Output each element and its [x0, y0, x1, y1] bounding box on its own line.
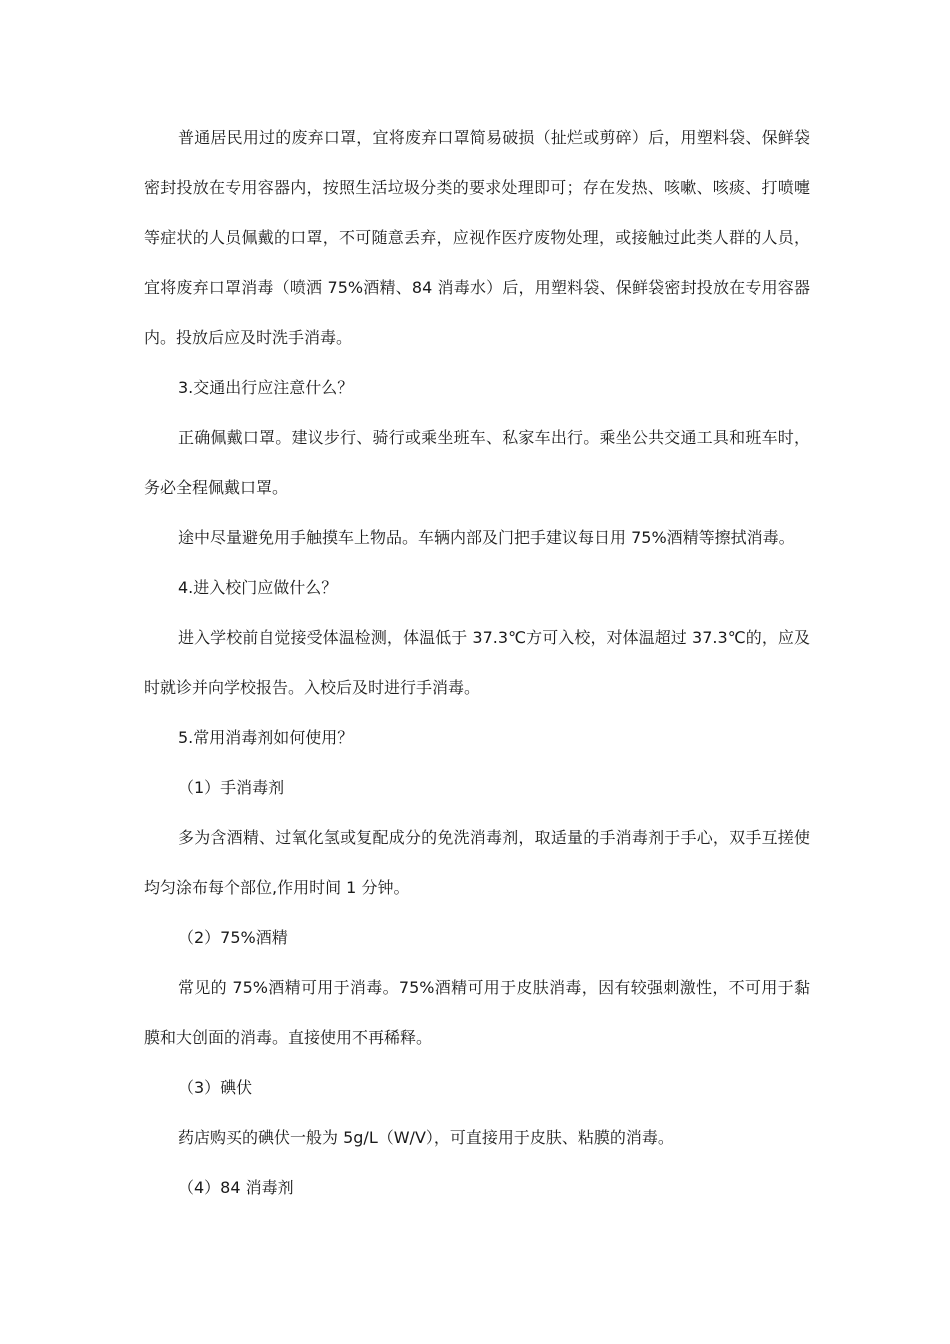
- paragraph-iodophor: 药店购买的碘伏一般为 5g/L（W/V），可直接用于皮肤、粘膜的消毒。: [178, 1128, 674, 1147]
- paragraph-hand-sanitizer: 多为含酒精、过氧化氢或复配成分的免洗消毒剂，取适量的手消毒剂于手心，双手互搓使均匀涂布每个部位,作用时间 1 分钟。: [144, 828, 810, 897]
- subheading-alcohol: （2）75%酒精: [178, 928, 288, 947]
- heading-disinfectants: 5.常用消毒剂如何使用？: [178, 728, 354, 747]
- paragraph-wear-mask: 正确佩戴口罩。建议步行、骑行或乘坐班车、私家车出行。乘坐公共交通工具和班车时，务必全程佩戴口罩。: [144, 428, 810, 497]
- subheading-iodophor: （3）碘伏: [178, 1078, 253, 1097]
- subheading-hand-sanitizer: （1）手消毒剂: [178, 778, 285, 797]
- subheading-84-disinfectant: （4）84 消毒剂: [178, 1178, 294, 1197]
- paragraph-mask-disposal: 普通居民用过的废弃口罩，宜将废弃口罩简易破损（扯烂或剪碎）后，用塑料袋、保鲜袋密封投放在专用容器内，按照生活垃圾分类的要求处理即可；存在发热、咳嗽、咳痰、打喷嚏等症状的人员佩戴的口罩，不可随意丢弃，应视作医疗废物处理，或接触过此类人群的人员，宜将废弃口罩消毒（喷洒 75%酒精、84 消毒水）后，用塑料袋、保鲜袋密封投放在专用容器内。投放后应及时洗手消毒。: [144, 128, 810, 347]
- paragraph-vehicle-disinfect: 途中尽量避免用手触摸车上物品。车辆内部及门把手建议每日用 75%酒精等擦拭消毒。: [178, 528, 795, 547]
- document-body: [144, 113, 810, 1213]
- paragraph-alcohol: 常见的 75%酒精可用于消毒。75%酒精可用于皮肤消毒，因有较强刺激性，不可用于黏膜和大创面的消毒。直接使用不再稀释。: [144, 978, 810, 1047]
- paragraph-temperature-check: 进入学校前自觉接受体温检测，体温低于 37.3℃方可入校，对体温超过 37.3℃的，应及时就诊并向学校报告。入校后及时进行手消毒。: [144, 628, 810, 697]
- heading-transport: 3.交通出行应注意什么？: [178, 378, 354, 397]
- heading-school-entry: 4.进入校门应做什么？: [178, 578, 338, 597]
